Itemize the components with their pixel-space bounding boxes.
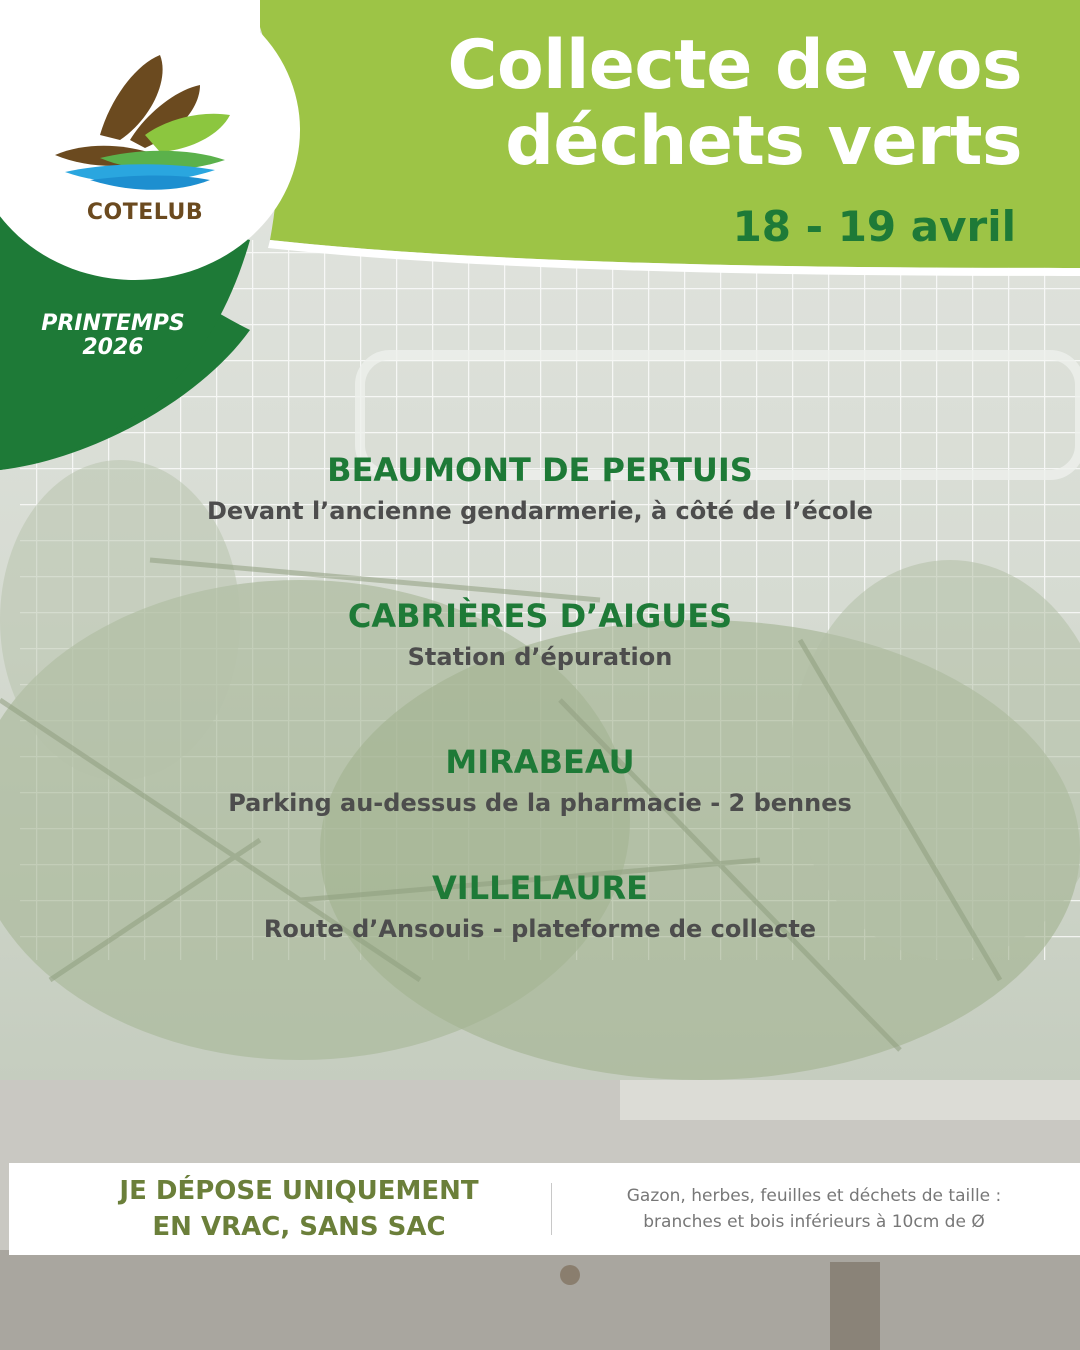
deposit-rule-line-1: JE DÉPOSE UNIQUEMENT (119, 1176, 479, 1206)
banner-divider (551, 1183, 552, 1235)
season-badge (18, 312, 208, 360)
site-name: CABRIÈRES D’AIGUES (347, 597, 733, 635)
site-description: Parking au-dessus de la pharmacie - 2 bennes (228, 789, 852, 817)
site-name: VILLELAURE (432, 869, 648, 907)
page-title (342, 28, 1022, 180)
site-item (0, 742, 1080, 820)
info-banner (9, 1163, 1080, 1255)
season-label: PRINTEMPS (41, 311, 185, 336)
site-item (0, 868, 1080, 946)
site-item (0, 596, 1080, 674)
site-item (0, 450, 1080, 528)
deposit-rule-line-2: EN VRAC, SANS SAC (152, 1212, 446, 1242)
cotelub-logo-icon (40, 40, 250, 200)
site-name: BEAUMONT DE PERTUIS (327, 451, 753, 489)
site-name: MIRABEAU (445, 743, 635, 781)
collection-dates: 18 - 19 avril (732, 202, 1016, 251)
site-description: Route d’Ansouis - plateforme de collecte (263, 915, 817, 943)
site-description: Station d’épuration (407, 643, 673, 671)
brand-name: COTELUB (86, 200, 204, 225)
title-line-2: déchets verts (505, 102, 1022, 181)
accepted-waste-line-1: Gazon, herbes, feuilles et déchets de taille : (626, 1186, 1002, 1206)
site-description: Devant l’ancienne gendarmerie, à côté de l’école (207, 497, 873, 525)
accepted-waste-line-2: branches et bois inférieurs à 10cm de Ø (643, 1212, 985, 1232)
season-year: 2026 (82, 335, 144, 360)
title-line-1: Collecte de vos (447, 26, 1022, 105)
accepted-waste-info (569, 1183, 1059, 1235)
deposit-rule (99, 1173, 499, 1245)
